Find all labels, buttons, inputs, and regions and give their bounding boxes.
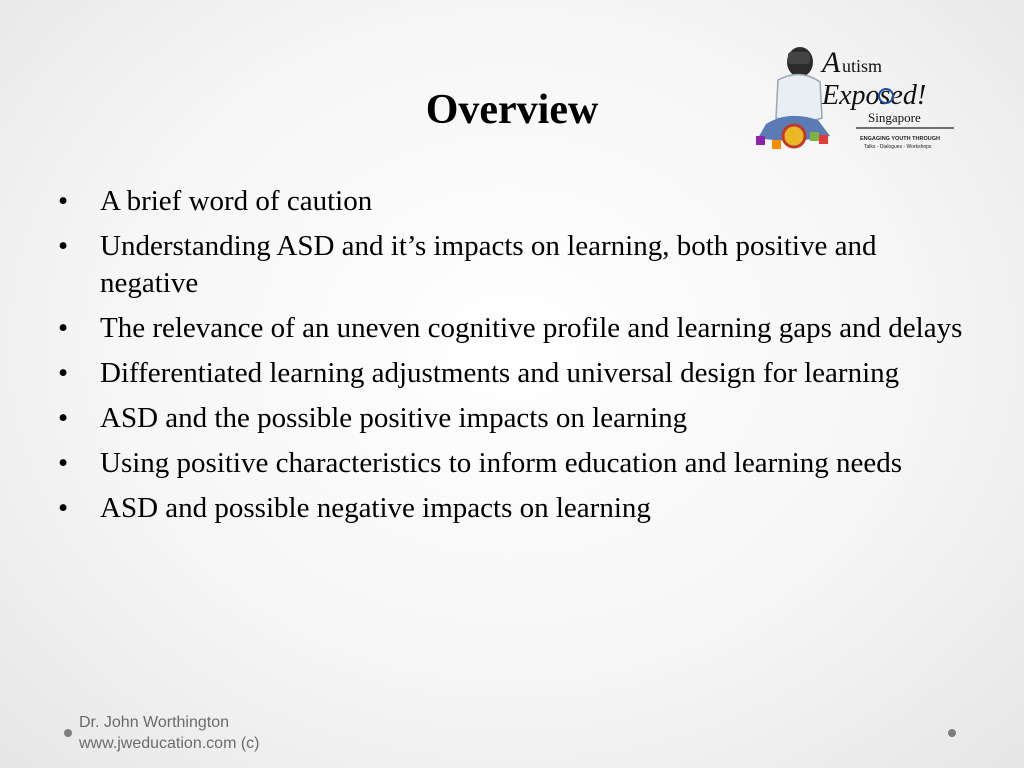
bullet-text: Differentiated learning adjustments and universal design for learning <box>100 357 900 389</box>
bullet-dot: • <box>58 312 69 344</box>
autism-exposed-logo <box>748 40 960 158</box>
logo-word-2: Exposed! <box>822 80 927 111</box>
corner-dot-left <box>64 729 72 737</box>
footer-website: www.jweducation.com (c) <box>79 735 260 752</box>
bullet-item <box>58 490 978 527</box>
logo-tagline: ENGAGING YOUTH THROUGH <box>860 136 940 142</box>
bullet-text: Understanding ASD and it’s impacts on learning, both positive and negative <box>100 230 877 299</box>
bullet-dot: • <box>58 357 69 389</box>
corner-dot-right <box>948 729 956 737</box>
bullet-dot: • <box>58 185 69 217</box>
bullet-item <box>58 400 978 437</box>
bullet-item <box>58 355 978 392</box>
bullet-text: Using positive characteristics to inform education and learning needs <box>100 447 903 479</box>
bullet-dot: • <box>58 230 69 262</box>
child-illustration-icon <box>756 47 830 149</box>
footer-author: Dr. John Worthington <box>79 714 230 731</box>
bullet-text: ASD and the possible positive impacts on learning <box>100 402 688 434</box>
slide-title: Overview <box>425 87 599 133</box>
bullet-text: A brief word of caution <box>100 185 373 217</box>
logo-subtagline: Talks - Dialogues - Workshops <box>864 144 932 150</box>
bullet-item <box>58 310 978 347</box>
logo-word-3: Singapore <box>868 110 921 125</box>
bullet-dot: • <box>58 447 69 479</box>
logo-letter-a: A <box>822 46 841 79</box>
bullet-text: ASD and possible negative impacts on learning <box>100 492 651 524</box>
footer <box>79 712 260 754</box>
bullet-dot: • <box>58 402 69 434</box>
bullet-item <box>58 445 978 482</box>
bullet-text: The relevance of an uneven cognitive profile and learning gaps and delays <box>100 312 963 344</box>
bullet-dot: • <box>58 492 69 524</box>
bullet-list <box>58 183 978 535</box>
bullet-item <box>58 183 978 220</box>
bullet-item <box>58 228 978 302</box>
logo-word-1: utism <box>842 56 883 76</box>
